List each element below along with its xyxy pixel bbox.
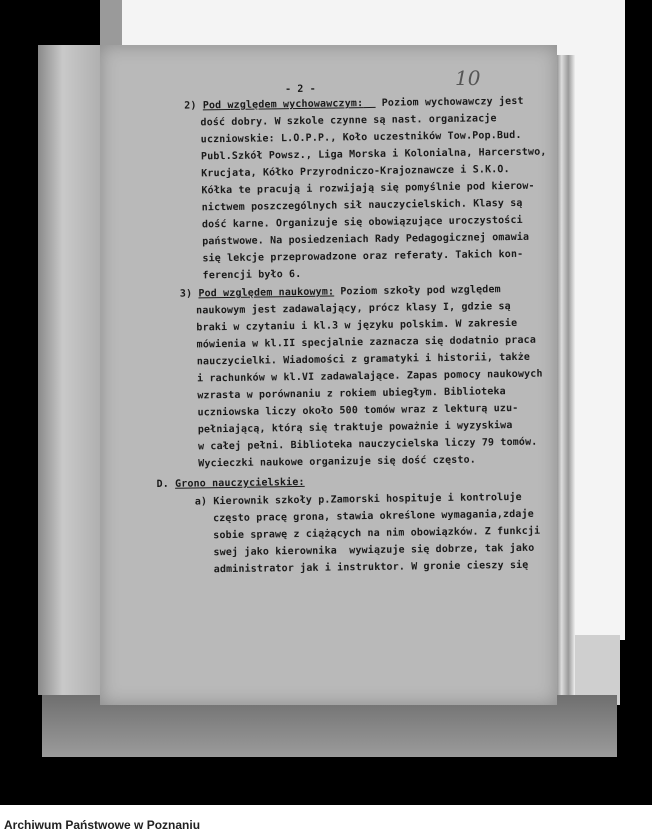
text-line: uczniowskie: L.O.P.P., Koło uczestników Tow.Pop.Bud.	[200, 129, 522, 146]
text-line: nictwem poszczególnych sił nauczycielskich. Klasy są	[201, 197, 523, 214]
text-line: swej jako kierownika wywiązuje się dobrze, tak jako	[213, 542, 535, 559]
section-3-header	[180, 284, 501, 300]
text-line: w całej pełni. Biblioteka nauczycielska liczy 79 tomów.	[197, 436, 538, 453]
section-d-header	[156, 477, 304, 491]
handwritten-folio-number: 10	[455, 66, 481, 90]
text-line: się lekcje przeprowadzone oraz referaty. Takich kon-	[202, 248, 524, 265]
text-line: braki w czytaniu i kl.3 w języku polskim. W zakresie	[196, 317, 518, 334]
text-line: Publ.Szkół Powsz., Liga Morska i Kolonialna, Harcerstwo,	[200, 146, 547, 163]
section-label: D.	[156, 478, 169, 490]
text-line: nauczycielki. Wiadomości z gramatyki i historii, także	[196, 351, 531, 368]
text-line: często pracę grona, stawia określone wymagania,zdaje	[212, 508, 534, 525]
archive-name: Archiwum Państwowe w Poznaniu	[4, 818, 201, 832]
page-number: - 2 -	[284, 83, 316, 96]
section-heading: Grono nauczycielskie:	[174, 476, 305, 490]
text-line: Krucjata, Kółko Przyrodniczo-Krajoznawcze i S.K.O.	[201, 164, 510, 180]
text-line: mówienia w kl.II specjalnie zaznacza się dodatnio praca	[196, 334, 537, 351]
text-line: ferencji było 6.	[202, 268, 302, 282]
text-line: Kółka te pracują i rozwijają się pomyślnie pod kierow-	[201, 180, 535, 197]
section-label: 2)	[184, 100, 197, 112]
text-line: sobie sprawę z ciążących na nim obowiązków. Z funkcji	[213, 525, 541, 542]
text-line: wzrasta w porównaniu z rokiem ubiegłym. Biblioteka	[197, 386, 506, 402]
text-line: naukowym jest zadawalający, prócz klasy I, gdzie są	[196, 301, 511, 317]
text-line: Poziom szkoły pod względem	[340, 284, 501, 298]
text-line: administrator jak i instruktor. W gronie cieszy się	[213, 559, 529, 576]
section-heading: Pod względem naukowym:	[198, 286, 335, 300]
text-line: uczniowska liczy około 500 tomów wraz z lekturą uzu-	[197, 402, 519, 419]
section-heading: Pod względem wychowawczym:	[202, 98, 364, 112]
text-line: państwowe. Na posiedzeniach Rady Pedagogicznej omawia	[202, 231, 530, 248]
text-line: dość karne. Organizuje się obowiązujące uroczystości	[201, 214, 523, 231]
text-line: a) Kierownik szkoły p.Zamorski hospituje i kontroluje	[194, 491, 522, 508]
section-label: 3)	[179, 288, 193, 300]
text-line: Wycieczki naukowe organizuje się dość często.	[198, 454, 477, 470]
text-line: pełniającą, którą się traktuje poważnie i wyzyskiwa	[197, 420, 513, 436]
text-line: Poziom wychowawczy jest	[381, 95, 524, 109]
text-line: i rachunków w kl.VI zadawalające. Zapas pomocy naukowych	[197, 368, 543, 385]
text-line: dość dobry. W szkole czynne są nast. organizacje	[200, 113, 497, 129]
section-2-header	[184, 96, 524, 113]
